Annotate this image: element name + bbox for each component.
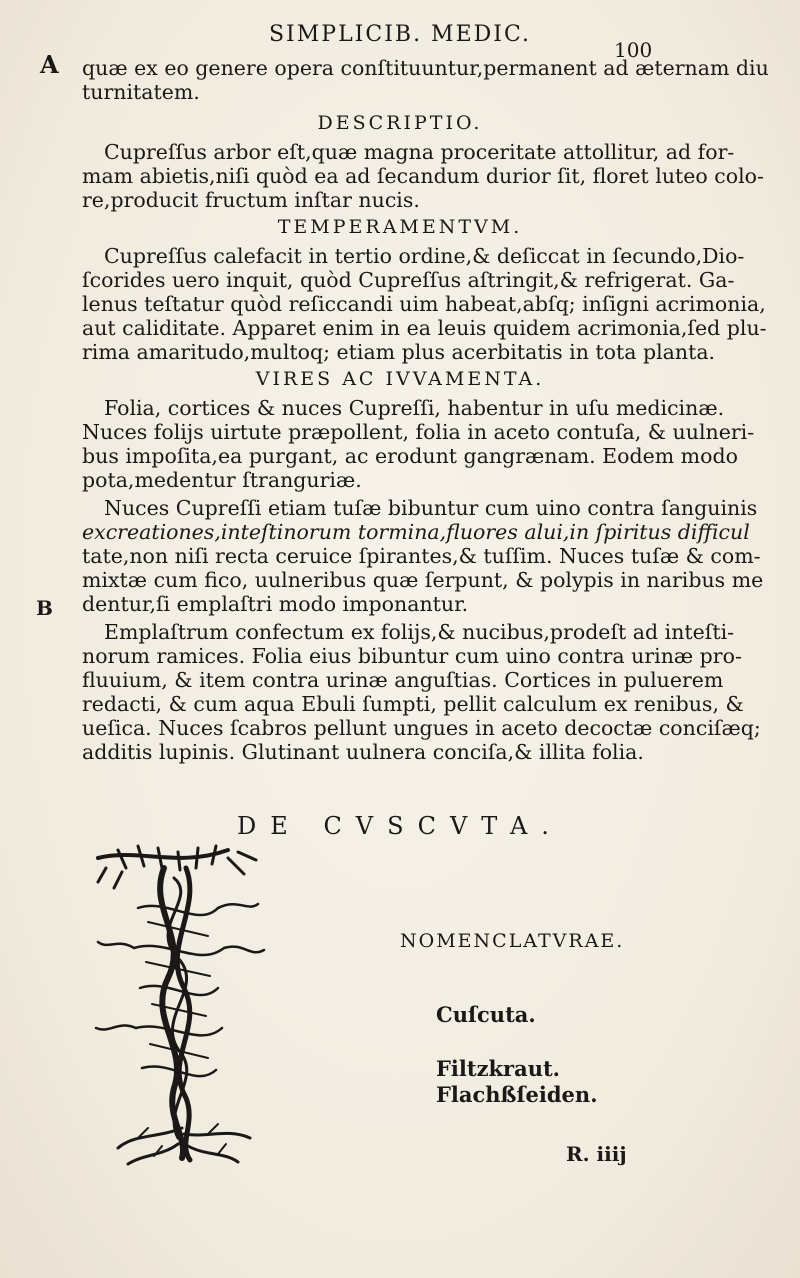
- text-line: Cupreſſus arbor eſt,quæ magna proceritate attollitur, ad for-: [104, 140, 735, 164]
- section-heading-descriptio: DESCRIPTIO.: [317, 112, 483, 134]
- german-name-2: Flachßſeiden.: [436, 1082, 598, 1107]
- section-heading-vires: VIRES AC IVVAMENTA.: [255, 368, 545, 390]
- text-line: excreationes,inteſtinorum tormina,fluores alui,in ſpiritus difficul: [82, 520, 750, 544]
- text-line: lenus teſtatur quòd reſiccandi uim habeat,abſq; inſigni acrimonia,: [82, 292, 766, 316]
- german-name-1: Filtzkraut.: [436, 1056, 560, 1081]
- margin-letter-a: A: [40, 50, 59, 79]
- cuscuta-woodcut-illustration: [78, 838, 314, 1168]
- text-line: Folia, cortices & nuces Cupreſſi, habentur in uſu medicinæ.: [104, 396, 725, 420]
- page-number: 100: [614, 38, 653, 62]
- text-line: ueſica. Nuces ſcabros pellunt ungues in aceto decoctæ conciſæq;: [82, 716, 761, 740]
- latin-name: Cuſcuta.: [436, 1002, 536, 1027]
- text-line: Cupreſſus calefacit in tertio ordine,& deſiccat in ſecundo,Dio-: [104, 244, 745, 268]
- text-line: turnitatem.: [82, 80, 200, 104]
- text-line: aut caliditate. Apparet enim in ea leuis quidem acrimonia,ſed plu-: [82, 316, 767, 340]
- text-line: quæ ex eo genere opera conſtituuntur,permanent ad æternam diu: [82, 56, 769, 80]
- text-line: tate,non niſi recta ceruice ſpirantes,& tuſſim. Nuces tuſæ & com-: [82, 544, 761, 568]
- text-line: mam abietis,niſi quòd ea ad ſecandum durior ſit, floret luteo colo-: [82, 164, 764, 188]
- signature-mark: R. iiij: [566, 1142, 627, 1166]
- text-line: Emplaſtrum confectum ex folijs,& nucibus,prodeſt ad inteſti-: [104, 620, 735, 644]
- text-line: fluuium, & item contra urinæ anguſtias. Cortices in puluerem: [82, 668, 724, 692]
- text-line: Nuces Cupreſſi etiam tuſæ bibuntur cum uino contra ſanguinis: [104, 496, 758, 520]
- text-line: additis lupinis. Glutinant uulnera conciſa,& illita folia.: [82, 740, 644, 764]
- text-line: mixtæ cum fico, uulneribus quæ ſerpunt, & polypis in naribus me: [82, 568, 764, 592]
- nomenclatura-heading: NOMENCLATVRAE.: [400, 930, 625, 952]
- text-line: redacti, & cum aqua Ebuli ſumpti, pellit calculum ex renibus, &: [82, 692, 744, 716]
- text-line: rima amaritudo,multoq; etiam plus acerbitatis in tota planta.: [82, 340, 716, 364]
- text-line: pota,medentur ſtranguriæ.: [82, 468, 362, 492]
- section-title-de-cuscuta: DE CVSCVTA.: [237, 812, 563, 840]
- text-line: Nuces folijs uirtute præpollent, folia in aceto contuſa, & uulneri-: [82, 420, 755, 444]
- running-head: SIMPLICIB. MEDIC.: [268, 22, 532, 47]
- text-line: bus impoſita,ea purgant, ac erodunt gangrænam. Eodem modo: [82, 444, 738, 468]
- text-line: re,producit fructum inſtar nucis.: [82, 188, 420, 212]
- text-line: norum ramices. Folia eius bibuntur cum uino contra urinæ pro-: [82, 644, 742, 668]
- section-heading-temperamentum: TEMPERAMENTVM.: [277, 216, 523, 238]
- text-line: ſcorides uero inquit, quòd Cupreſſus aſtringit,& refrigerat. Ga-: [82, 268, 735, 292]
- text-line: dentur,ſi emplaſtri modo imponantur.: [82, 592, 469, 616]
- margin-letter-b: B: [36, 596, 53, 620]
